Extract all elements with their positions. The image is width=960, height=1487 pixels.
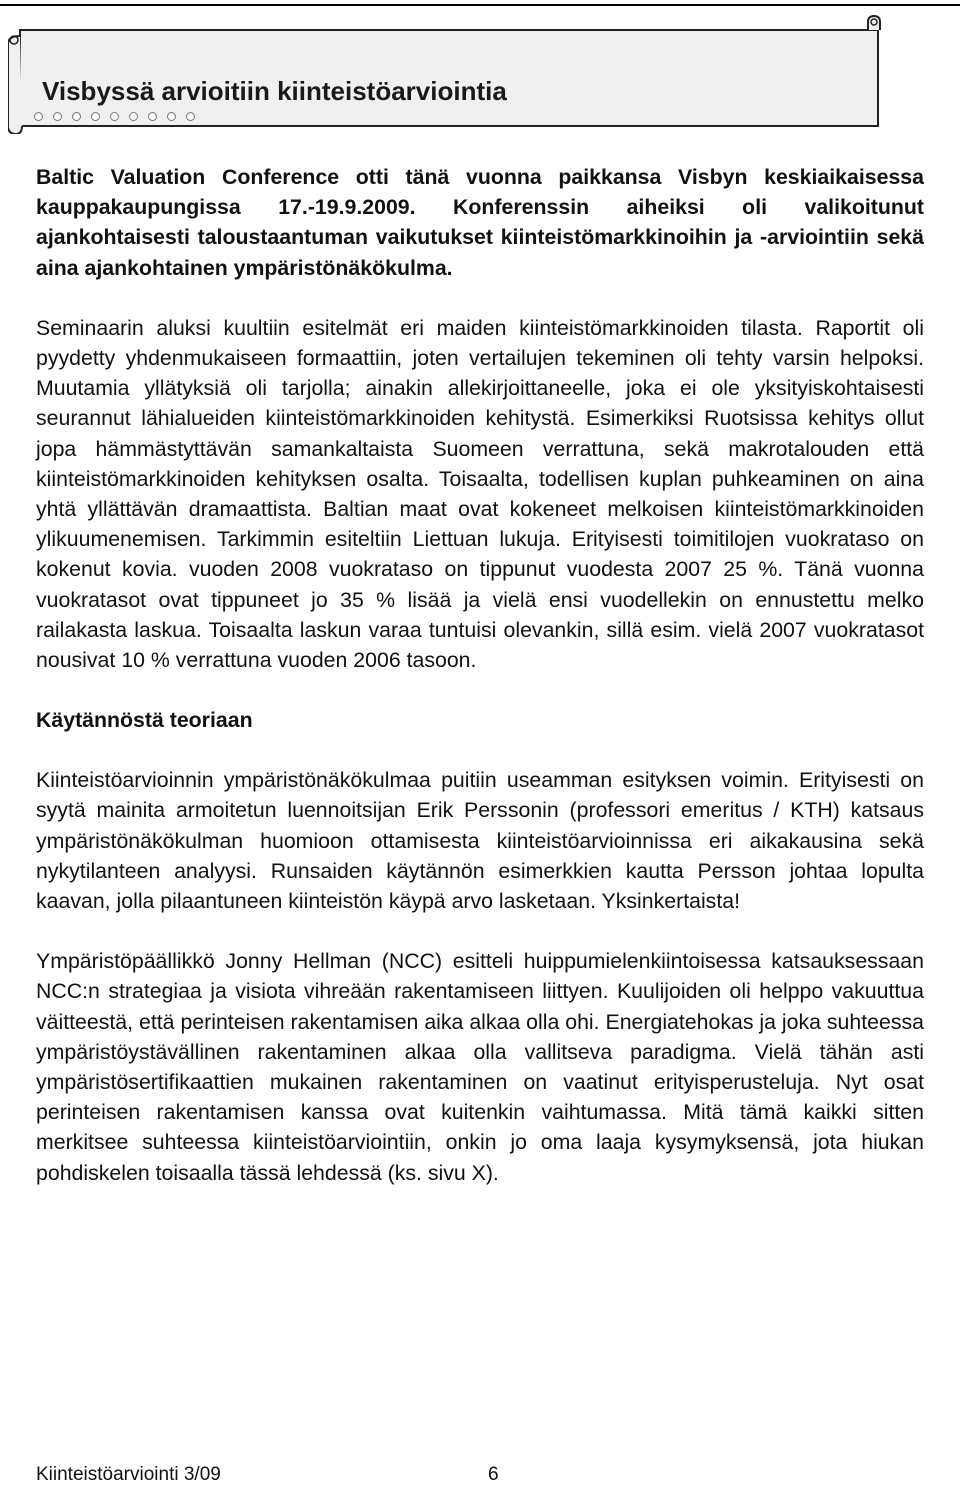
dot-icon: [110, 112, 119, 121]
dot-icon: [72, 112, 81, 121]
page-footer: [36, 1464, 499, 1486]
publication-name: Kiinteistöarviointi 3/09: [36, 1464, 221, 1485]
paragraph-ncc: Ympäristöpäällikkö Jonny Hellman (NCC) esitteli huippumielenkiintoisessa katsauksessaan NCC:n strategiaa ja visiota vihreään rakentamiseen liittyen. Kuulijoiden oli helppo vakuuttua väitteestä, että perinteisen rakentamisen aika alkaa olla ohi. Energiatehokas ja joka suhteessa ympäristöystävällinen rakentaminen alkaa olla vallitseva paradigma. Vielä tähän asti ympäristösertifikaattien mukainen rakentaminen on vaatinut erityisperusteluja. Nyt osat perinteisen rakentamisen kanssa ovat kuitenkin vaihtumassa. Mitä tämä kaikki sitten merkitsee suhteessa kiinteistöarviointiin, onkin jo oma laaja kysymyksensä, jota hiukan pohdiskelen toisaalla tässä lehdessä (ks. sivu X).: [36, 949, 924, 1185]
title-banner: [8, 14, 948, 130]
dot-icon: [129, 112, 138, 121]
page-number: 6: [488, 1464, 499, 1485]
lead-paragraph: Baltic Valuation Conference otti tänä vuonna paikkansa Visbyn keskiaikaisessa kauppakaupungissa 17.-19.9.2009. Konferenssin aiheiksi oli valikoitunut ajankohtaisesti taloustaantuman vaikutukset kiinteistömarkkinoihin ja -arviointiin sekä aina ajankohtainen ympäristönäkökulma.: [36, 165, 924, 280]
subheading: Käytännöstä teoriaan: [36, 708, 253, 733]
article-title: Visbyssä arvioitiin kiinteistöarviointia: [42, 76, 507, 106]
dot-icon: [186, 112, 195, 121]
dot-icon: [167, 112, 176, 121]
dot-icon: [53, 112, 62, 121]
paragraph-environment: Kiinteistöarvioinnin ympäristönäkökulmaa puitiin useamman esityksen voimin. Erityisesti on syytä mainita armoitetun luennoitsijan Erik Perssonin (professori emeritus / KTH) katsaus ympäristönäkökulman huomioon ottamisesta kiinteistöarvioinnissa eri aikakausina sekä nykytilanteen analyysi. Runsaiden käytännön esimerkkien kautta Persson johtaa lopulta kaavan, jolla pilaantuneen kiinteistön käypä arvo lasketaan. Yksinkertaista!: [36, 768, 924, 914]
decorative-dots: [34, 112, 195, 121]
article-body: [36, 162, 924, 1188]
dot-icon: [148, 112, 157, 121]
dot-icon: [34, 112, 43, 121]
paragraph-market-reports: Seminaarin aluksi kuultiin esitelmät eri maiden kiinteistömarkkinoiden tilasta. Raportit oli pyydetty yhdenmukaiseen formaattiin, joten vertailujen tekeminen oli tehty varsin helpoksi. Muutamia yllätyksiä oli tarjolla; ainakin allekirjoittaneelle, joka ei ole yksityiskohtaisesti seurannut lähialueiden kiinteistömarkkinoiden kehitystä. Esimerkiksi Ruotsissa kehitys ollut jopa hämmästyttävän samankaltaista Suomeen verrattuna, sekä makrotalouden että kiinteistömarkkinoiden kehityksen osalta. Toisaalta, todellisen kuplan puhkeaminen on aina yhtä yllättävän dramaattista. Baltian maat ovat kokeneet melkoisen kiinteistömarkkinoiden ylikuumenemisen. Tarkimmin esiteltiin Liettuan lukuja. Erityisesti toimitilojen vuokrataso on kokenut kovia. vuoden 2008 vuokrataso on tippunut vuodesta 2007 25 %. Tänä vuonna vuokratasot ovat tippuneet jo 35 % lisää ja vielä ensi vuodellekin on ennustettu melko railakasta laskua. Toisaalta laskun varaa tuntuisi olevankin, sillä esim. vielä 2007 vuokratasot nousivat 10 % verrattuna vuoden 2006 tasoon.: [36, 315, 924, 673]
dot-icon: [91, 112, 100, 121]
top-rule: [0, 4, 960, 6]
